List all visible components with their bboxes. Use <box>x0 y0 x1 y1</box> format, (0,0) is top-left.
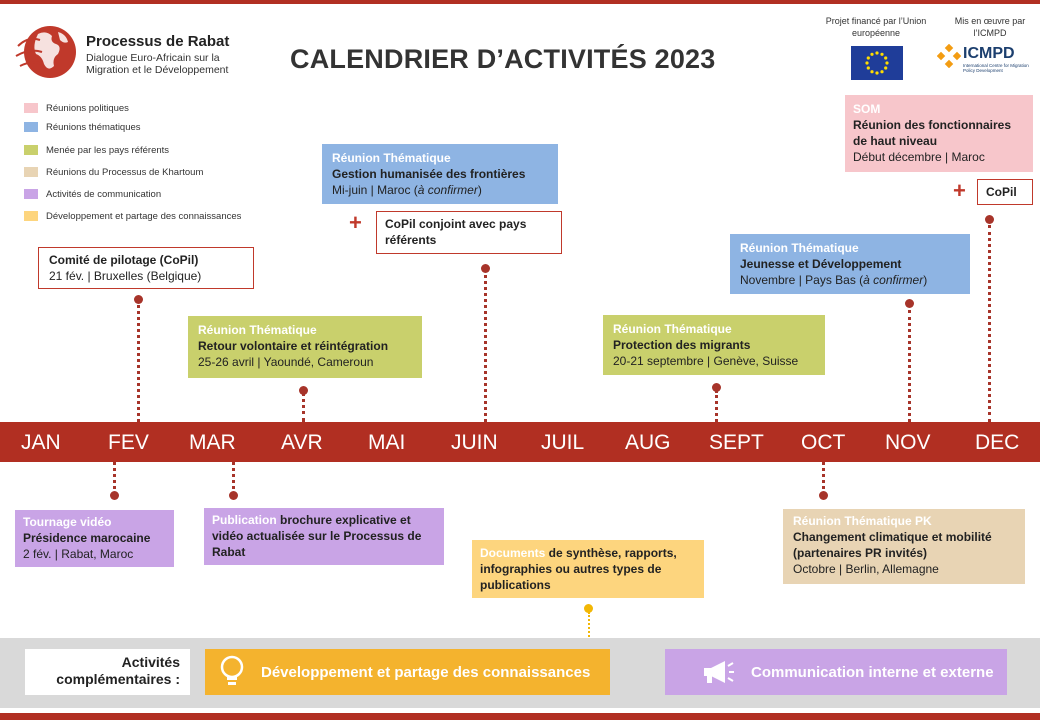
event-title: CoPil conjoint avec pays référents <box>385 217 527 247</box>
communication-banner <box>665 649 1007 695</box>
event-tag: Réunion Thématique <box>740 241 859 255</box>
legend-item-thematiques <box>24 120 141 134</box>
event-detail: 21 fév. | Bruxelles (Belgique) <box>49 269 202 283</box>
legend-label: Développement et partage des connaissances <box>46 210 242 222</box>
connector-dot <box>299 386 308 395</box>
event-copil-juin <box>376 211 562 254</box>
legend-label: Réunions du Processus de Khartoum <box>46 166 204 178</box>
legend-item-pays-referents <box>24 143 169 157</box>
month-label: AUG <box>625 431 671 454</box>
event-tag: Documents <box>480 546 546 560</box>
event-tag: Publication <box>212 513 277 527</box>
month-label: MAI <box>368 431 406 454</box>
connector-dot <box>481 264 490 273</box>
month-label: OCT <box>801 431 846 454</box>
megaphone-icon <box>701 659 735 685</box>
implemented-by-label: Mis en œuvre par l’ICMPD <box>954 16 1026 38</box>
lightbulb-icon <box>219 655 245 689</box>
legend-item-khartoum <box>24 165 203 179</box>
event-tag: Tournage vidéo <box>23 515 112 529</box>
month-label: DEC <box>975 431 1020 454</box>
event-title: Jeunesse et Développement <box>740 257 902 271</box>
connector-sept <box>715 390 718 422</box>
event-detail: Novembre | Pays Bas (à confirmer) <box>740 273 928 287</box>
legend-label: Activités de communication <box>46 188 162 200</box>
event-title: Protection des migrants <box>613 338 751 352</box>
event-publication-mar <box>204 508 444 565</box>
event-rt-juin <box>322 144 558 204</box>
eu-flag-icon <box>851 46 903 80</box>
event-tag: Réunion Thématique PK <box>793 514 932 528</box>
connector-dot <box>110 491 119 500</box>
plus-sign: + <box>953 178 966 203</box>
org-name: Processus de Rabat <box>86 33 230 50</box>
event-tag: Réunion Thématique <box>332 151 451 165</box>
rabat-globe-logo-icon <box>14 18 84 88</box>
event-title: Retour volontaire et réintégration <box>198 339 389 353</box>
connector-dot <box>905 299 914 308</box>
bottom-border <box>0 713 1040 720</box>
event-title: Présidence marocaine <box>23 531 151 545</box>
event-rt-nov <box>730 234 970 294</box>
connector-dot <box>985 215 994 224</box>
event-title: Comité de pilotage (CoPil) <box>49 253 199 267</box>
event-title: CoPil <box>986 185 1017 199</box>
event-title: Changement climatique et mobilité (partenaires PR invités) <box>793 530 992 560</box>
event-text <box>480 546 677 592</box>
org-subtitle: Dialogue Euro-Africain sur la Migration et le Développement <box>86 52 229 76</box>
event-rt-sept <box>603 315 825 375</box>
page-title: CALENDRIER D’ACTIVITÉS 2023 <box>290 44 716 74</box>
plus-sign: + <box>349 210 362 235</box>
dev-knowledge-label: Développement et partage des connaissances <box>261 663 591 681</box>
legend-label: Réunions politiques <box>46 102 129 114</box>
event-pk-oct <box>783 509 1025 584</box>
event-title: de synthèse, rapports, infographies ou autres types de publications <box>480 546 677 592</box>
dev-knowledge-banner <box>205 649 610 695</box>
connector-juin <box>484 275 487 422</box>
event-detail: Octobre | Berlin, Allemagne <box>793 562 939 576</box>
event-detail: Début décembre | Maroc <box>853 150 985 164</box>
month-label: AVR <box>281 431 323 454</box>
legend-swatch <box>24 167 38 177</box>
timeline-bar <box>0 422 1040 462</box>
top-border <box>0 0 1040 4</box>
event-title: brochure explicative et vidéo actualisée sur le Processus de Rabat <box>212 513 422 559</box>
event-detail: Mi-juin | Maroc (à confirmer) <box>332 183 482 197</box>
communication-label: Communication interne et externe <box>751 663 994 681</box>
legend-swatch <box>24 189 38 199</box>
month-label: JUIL <box>541 431 585 454</box>
event-title: Gestion humanisée des frontières <box>332 167 526 181</box>
icmpd-fullname: International Centre for Migration Policy Development <box>963 63 1029 73</box>
icmpd-logo <box>937 42 1037 78</box>
legend-item-politiques <box>24 101 129 115</box>
event-rt-avril <box>188 316 422 378</box>
event-text <box>212 513 421 559</box>
connector-nov <box>908 310 911 422</box>
funded-by-label: Projet financé par l’Union européenne <box>825 16 927 38</box>
month-label: MAR <box>189 431 236 454</box>
month-label: NOV <box>885 431 931 454</box>
event-tag: SOM <box>853 102 881 116</box>
event-copil-dec <box>977 179 1033 205</box>
month-label: JAN <box>21 431 61 454</box>
event-som-dec <box>845 95 1033 172</box>
event-documents <box>472 540 704 598</box>
legend-swatch <box>24 211 38 221</box>
icmpd-name: ICMPD <box>963 45 1015 62</box>
event-title: Réunion des fonctionnaires de haut niveau <box>853 118 1012 148</box>
legend-swatch <box>24 145 38 155</box>
month-label: SEPT <box>709 431 764 454</box>
event-tag: Réunion Thématique <box>198 323 317 337</box>
legend-item-connaissances <box>24 209 241 223</box>
connector-dec <box>988 225 991 422</box>
icmpd-mark-icon <box>937 44 961 68</box>
month-label: FEV <box>108 431 149 454</box>
event-detail: 20-21 septembre | Genève, Suisse <box>613 354 799 368</box>
event-detail: 2 fév. | Rabat, Maroc <box>23 547 134 561</box>
connector-avr <box>302 392 305 422</box>
connector-dot <box>712 383 721 392</box>
legend-label: Menée par les pays référents <box>46 144 170 156</box>
legend-label: Réunions thématiques <box>46 121 141 133</box>
complementary-label: Activités complémentaires : <box>25 649 190 695</box>
event-copil-feb <box>38 247 254 289</box>
legend-swatch <box>24 122 38 132</box>
connector-dot <box>819 491 828 500</box>
legend-item-communication <box>24 187 161 201</box>
connector-dot <box>134 295 143 304</box>
event-tag: Réunion Thématique <box>613 322 732 336</box>
event-video-feb <box>15 510 174 567</box>
event-detail: 25-26 avril | Yaoundé, Cameroun <box>198 355 374 369</box>
connector-dot <box>229 491 238 500</box>
legend-swatch <box>24 103 38 113</box>
connector-feb <box>137 300 140 422</box>
month-label: JUIN <box>451 431 498 454</box>
